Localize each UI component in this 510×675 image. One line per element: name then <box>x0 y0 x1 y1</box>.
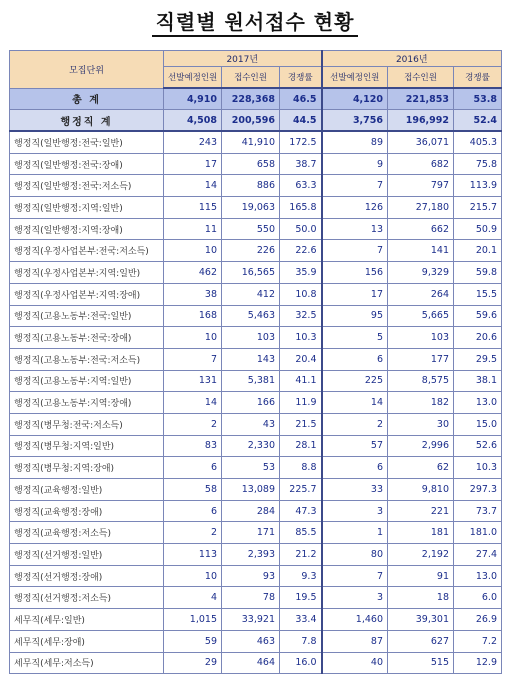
table-cell: 3 <box>322 587 388 609</box>
table-cell: 52.4 <box>454 110 502 132</box>
row-label: 행정직(일반행정:전국:장애) <box>10 153 164 175</box>
table-cell: 886 <box>222 175 280 197</box>
table-row <box>10 587 502 609</box>
table-cell: 62 <box>388 457 454 479</box>
year-2017-header: 2017년 <box>164 51 322 67</box>
table-cell: 1,015 <box>164 609 222 631</box>
table-cell: 16.0 <box>280 652 322 674</box>
table-cell: 30 <box>388 413 454 435</box>
table-cell: 59.8 <box>454 262 502 284</box>
table-cell: 8,575 <box>388 370 454 392</box>
table-cell: 52.6 <box>454 435 502 457</box>
table-cell: 35.9 <box>280 262 322 284</box>
table-cell: 1,460 <box>322 609 388 631</box>
page-title <box>0 6 510 35</box>
table-cell: 13 <box>322 218 388 240</box>
table-cell: 46.5 <box>280 88 322 110</box>
row-label: 행정직(고용노동부:전국:장애) <box>10 327 164 349</box>
table-row <box>10 479 502 501</box>
table-cell: 21.2 <box>280 544 322 566</box>
table-row <box>10 327 502 349</box>
row-label: 행정직(일반행정:지역:장애) <box>10 218 164 240</box>
table-cell: 59 <box>164 630 222 652</box>
table-cell: 126 <box>322 197 388 219</box>
table-cell: 39,301 <box>388 609 454 631</box>
table-cell: 10 <box>164 327 222 349</box>
table-cell: 115 <box>164 197 222 219</box>
table-cell: 33.4 <box>280 609 322 631</box>
table-cell: 226 <box>222 240 280 262</box>
table-cell: 83 <box>164 435 222 457</box>
table-cell: 14 <box>164 175 222 197</box>
table-cell: 19.5 <box>280 587 322 609</box>
table-row <box>10 522 502 544</box>
table-cell: 177 <box>388 348 454 370</box>
recruitment-table <box>9 50 502 674</box>
table-cell: 57 <box>322 435 388 457</box>
table-cell: 181 <box>388 522 454 544</box>
table-cell: 7 <box>322 175 388 197</box>
table-cell: 182 <box>388 392 454 414</box>
table-cell: 5 <box>322 327 388 349</box>
table-cell: 6 <box>164 457 222 479</box>
table-cell: 141 <box>388 240 454 262</box>
table-row <box>10 413 502 435</box>
table-row <box>10 370 502 392</box>
table-row <box>10 435 502 457</box>
table-cell: 33,921 <box>222 609 280 631</box>
col-header: 접수인원 <box>222 67 280 89</box>
table-cell: 113 <box>164 544 222 566</box>
row-label: 행정직(고용노동부:전국:일반) <box>10 305 164 327</box>
table-cell: 87 <box>322 630 388 652</box>
table-cell: 131 <box>164 370 222 392</box>
row-label: 행정직(교육행정:장애) <box>10 500 164 522</box>
table-cell: 2,192 <box>388 544 454 566</box>
table-cell: 50.9 <box>454 218 502 240</box>
table-cell: 412 <box>222 283 280 305</box>
table-cell: 103 <box>388 327 454 349</box>
row-label: 행정직(선거행정:장애) <box>10 565 164 587</box>
table-cell: 41.1 <box>280 370 322 392</box>
row-label: 행정직(고용노동부:지역:장애) <box>10 392 164 414</box>
table-cell: 3 <box>322 500 388 522</box>
table-cell: 15.0 <box>454 413 502 435</box>
table-cell: 5,381 <box>222 370 280 392</box>
table-header <box>10 51 502 89</box>
table-cell: 6 <box>322 348 388 370</box>
table-cell: 22.6 <box>280 240 322 262</box>
table-cell: 165.8 <box>280 197 322 219</box>
table-cell: 53.8 <box>454 88 502 110</box>
year-2016-header: 2016년 <box>322 51 502 67</box>
table-cell: 14 <box>322 392 388 414</box>
table-cell: 215.7 <box>454 197 502 219</box>
table-row <box>10 565 502 587</box>
table-cell: 462 <box>164 262 222 284</box>
table-cell: 12.9 <box>454 652 502 674</box>
table-cell: 38.1 <box>454 370 502 392</box>
table-cell: 243 <box>164 131 222 153</box>
table-row <box>10 131 502 153</box>
table-row <box>10 218 502 240</box>
table-cell: 91 <box>388 565 454 587</box>
row-label: 총 계 <box>10 88 164 110</box>
table-cell: 2 <box>164 522 222 544</box>
table-cell: 3,756 <box>322 110 388 132</box>
col-header: 선발예정인원 <box>322 67 388 89</box>
table-cell: 17 <box>322 283 388 305</box>
table-cell: 50.0 <box>280 218 322 240</box>
table-cell: 85.5 <box>280 522 322 544</box>
table-cell: 20.6 <box>454 327 502 349</box>
table-cell: 156 <box>322 262 388 284</box>
table-row <box>10 283 502 305</box>
row-label: 세무직(세무:일반) <box>10 609 164 631</box>
table-cell: 284 <box>222 500 280 522</box>
table-cell: 10 <box>164 565 222 587</box>
row-label: 행정직(선거행정:저소득) <box>10 587 164 609</box>
row-label: 행정직(병무청:지역:장애) <box>10 457 164 479</box>
row-label: 세무직(세무:저소득) <box>10 652 164 674</box>
table-cell: 9 <box>322 153 388 175</box>
table-cell: 13.0 <box>454 392 502 414</box>
table-cell: 21.5 <box>280 413 322 435</box>
table-cell: 228,368 <box>222 88 280 110</box>
table-cell: 200,596 <box>222 110 280 132</box>
row-label: 행정직(병무청:전국:저소득) <box>10 413 164 435</box>
table-cell: 11.9 <box>280 392 322 414</box>
table-cell: 662 <box>388 218 454 240</box>
table-cell: 221,853 <box>388 88 454 110</box>
table-cell: 11 <box>164 218 222 240</box>
table-cell: 14 <box>164 392 222 414</box>
table-row <box>10 153 502 175</box>
table-row <box>10 305 502 327</box>
table-cell: 10.8 <box>280 283 322 305</box>
table-cell: 5,665 <box>388 305 454 327</box>
table-cell: 53 <box>222 457 280 479</box>
table-cell: 797 <box>388 175 454 197</box>
table-cell: 89 <box>322 131 388 153</box>
table-cell: 7.2 <box>454 630 502 652</box>
table-cell: 20.1 <box>454 240 502 262</box>
table-cell: 80 <box>322 544 388 566</box>
table-cell: 172.5 <box>280 131 322 153</box>
table-cell: 225.7 <box>280 479 322 501</box>
table-cell: 36,071 <box>388 131 454 153</box>
table-cell: 4 <box>164 587 222 609</box>
table-cell: 44.5 <box>280 110 322 132</box>
table-cell: 20.4 <box>280 348 322 370</box>
table-cell: 27.4 <box>454 544 502 566</box>
row-label: 행정직(우정사업본부:지역:장애) <box>10 283 164 305</box>
row-label: 행정직(선거행정:일반) <box>10 544 164 566</box>
table-cell: 63.3 <box>280 175 322 197</box>
table-cell: 13.0 <box>454 565 502 587</box>
row-label: 행정직(우정사업본부:지역:일반) <box>10 262 164 284</box>
row-label: 행정직(일반행정:전국:일반) <box>10 131 164 153</box>
table-cell: 38 <box>164 283 222 305</box>
table-cell: 17 <box>164 153 222 175</box>
table-cell: 29 <box>164 652 222 674</box>
table-cell: 43 <box>222 413 280 435</box>
table-cell: 2 <box>164 413 222 435</box>
table-cell: 103 <box>222 327 280 349</box>
table-cell: 225 <box>322 370 388 392</box>
table-cell: 405.3 <box>454 131 502 153</box>
row-label: 행정직(고용노동부:지역:일반) <box>10 370 164 392</box>
table-cell: 2,393 <box>222 544 280 566</box>
table-cell: 8.8 <box>280 457 322 479</box>
table-cell: 29.5 <box>454 348 502 370</box>
table-cell: 33 <box>322 479 388 501</box>
table-cell: 59.6 <box>454 305 502 327</box>
col-header: 경쟁률 <box>454 67 502 89</box>
table-cell: 41,910 <box>222 131 280 153</box>
table-cell: 58 <box>164 479 222 501</box>
table-cell: 15.5 <box>454 283 502 305</box>
table-cell: 6.0 <box>454 587 502 609</box>
table-cell: 4,508 <box>164 110 222 132</box>
table-cell: 7 <box>164 348 222 370</box>
table-cell: 171 <box>222 522 280 544</box>
table-cell: 10.3 <box>454 457 502 479</box>
row-label: 세무직(세무:장애) <box>10 630 164 652</box>
row-label: 행정직(일반행정:지역:일반) <box>10 197 164 219</box>
table-cell: 47.3 <box>280 500 322 522</box>
row-label: 행정직(병무청:지역:일반) <box>10 435 164 457</box>
table-cell: 515 <box>388 652 454 674</box>
table-row <box>10 348 502 370</box>
table-cell: 40 <box>322 652 388 674</box>
table-cell: 78 <box>222 587 280 609</box>
table-cell: 166 <box>222 392 280 414</box>
table-cell: 181.0 <box>454 522 502 544</box>
table-cell: 297.3 <box>454 479 502 501</box>
col-header: 선발예정인원 <box>164 67 222 89</box>
table-cell: 38.7 <box>280 153 322 175</box>
table-cell: 658 <box>222 153 280 175</box>
table-cell: 6 <box>164 500 222 522</box>
table-row <box>10 457 502 479</box>
table-cell: 4,120 <box>322 88 388 110</box>
table-cell: 19,063 <box>222 197 280 219</box>
table-cell: 264 <box>388 283 454 305</box>
table-cell: 2,996 <box>388 435 454 457</box>
table-cell: 550 <box>222 218 280 240</box>
row-label: 행정직(우정사업본부:전국:저소득) <box>10 240 164 262</box>
table-row <box>10 197 502 219</box>
table-row <box>10 652 502 674</box>
subtotal-row <box>10 110 502 132</box>
table-cell: 13,089 <box>222 479 280 501</box>
col-header: 접수인원 <box>388 67 454 89</box>
table-cell: 18 <box>388 587 454 609</box>
table-cell: 113.9 <box>454 175 502 197</box>
table-cell: 7 <box>322 240 388 262</box>
table-cell: 464 <box>222 652 280 674</box>
table-cell: 4,910 <box>164 88 222 110</box>
table-cell: 28.1 <box>280 435 322 457</box>
table-cell: 93 <box>222 565 280 587</box>
table-cell: 10.3 <box>280 327 322 349</box>
unit-header: 모집단위 <box>10 51 164 89</box>
table-row <box>10 262 502 284</box>
table-row <box>10 630 502 652</box>
row-label: 행정직(교육행정:저소득) <box>10 522 164 544</box>
table-cell: 9.3 <box>280 565 322 587</box>
table-cell: 75.8 <box>454 153 502 175</box>
table-cell: 221 <box>388 500 454 522</box>
table-body <box>10 88 502 674</box>
table-cell: 7.8 <box>280 630 322 652</box>
row-label: 행정직(고용노동부:전국:저소득) <box>10 348 164 370</box>
total-row <box>10 88 502 110</box>
table-cell: 32.5 <box>280 305 322 327</box>
table-cell: 2 <box>322 413 388 435</box>
table-cell: 6 <box>322 457 388 479</box>
table-cell: 682 <box>388 153 454 175</box>
table-row <box>10 544 502 566</box>
table-cell: 16,565 <box>222 262 280 284</box>
table-cell: 73.7 <box>454 500 502 522</box>
table-row <box>10 392 502 414</box>
table-cell: 27,180 <box>388 197 454 219</box>
table-cell: 196,992 <box>388 110 454 132</box>
row-label: 행정직 계 <box>10 110 164 132</box>
table-cell: 95 <box>322 305 388 327</box>
table-cell: 10 <box>164 240 222 262</box>
title-text: 직렬별 원서접수 현황 <box>152 10 359 37</box>
col-header: 경쟁률 <box>280 67 322 89</box>
table-cell: 9,810 <box>388 479 454 501</box>
table-cell: 9,329 <box>388 262 454 284</box>
row-label: 행정직(일반행정:전국:저소득) <box>10 175 164 197</box>
table-cell: 2,330 <box>222 435 280 457</box>
table-cell: 5,463 <box>222 305 280 327</box>
table-cell: 7 <box>322 565 388 587</box>
table-cell: 463 <box>222 630 280 652</box>
table-row <box>10 240 502 262</box>
table-cell: 627 <box>388 630 454 652</box>
table-row <box>10 175 502 197</box>
table-cell: 168 <box>164 305 222 327</box>
table-row <box>10 500 502 522</box>
table-row <box>10 609 502 631</box>
row-label: 행정직(교육행정:일반) <box>10 479 164 501</box>
table-cell: 143 <box>222 348 280 370</box>
table-cell: 1 <box>322 522 388 544</box>
table-cell: 26.9 <box>454 609 502 631</box>
